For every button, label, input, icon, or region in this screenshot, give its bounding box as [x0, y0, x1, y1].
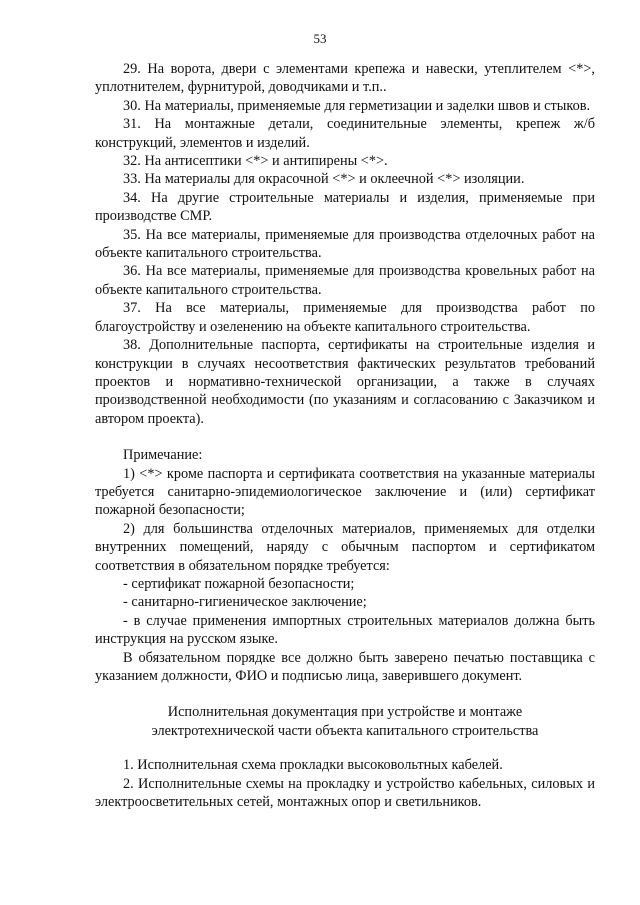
- document-body: [95, 60, 595, 811]
- note-final: В обязательном порядке все должно быть заверено печатью поставщика с указанием должности, ФИО и подписью лица, заверившего документ.: [95, 649, 595, 684]
- list-item-29: 29. На ворота, двери с элементами крепежа и навески, утеплителем <*>, уплотнителем, фурнитурой, доводчиками и т.п..: [95, 61, 595, 96]
- list-item-37: 37. На все материалы, применяемые для производства работ по благоустройству и озеленению на объекте капитального строительства.: [95, 300, 595, 335]
- page-number: 53: [313, 31, 327, 46]
- list-item-30: 30. На материалы, применяемые для герметизации и заделки швов и стыков.: [123, 97, 591, 114]
- list-item-31: 31. На монтажные детали, соединительные элементы, крепеж ж/б конструкций, элементов и изделий.: [95, 116, 595, 151]
- note-dash-3: - в случае применения импортных строительных материалов должна быть инструкция на русском языке.: [95, 612, 595, 648]
- list-item-34: 34. На другие строительные материалы и изделия, применяемые при производстве СМР.: [95, 189, 595, 225]
- list-item-32: 32. На антисептики <*> и антипирены <*>.: [123, 153, 388, 170]
- section-item-1: 1. Исполнительная схема прокладки высоковольтных кабелей.: [123, 757, 503, 774]
- note-point-2: 2) для большинства отделочных материалов, применяемых для отделки внутренних помещений, наряду с обычным паспортом и сертификатом соответствия в обязательном порядке требуется:: [95, 520, 595, 574]
- note-title: Примечание:: [123, 447, 203, 464]
- list-item-33: 33. На материалы для окрасочной <*> и оклеечной <*> изоляции.: [123, 171, 525, 188]
- section-list: [95, 756, 595, 811]
- note-point-1: 1) <*> кроме паспорта и сертификата соответствия на указанные материалы требуется санитарно-эпидемиологическое заключение и (или) сертификат пожарной безопасности;: [95, 465, 595, 519]
- note-dash-2: - санитарно-гигиеническое заключение;: [123, 594, 367, 611]
- list-item-36: 36. На все материалы, применяемые для производства кровельных работ на объекте капитального строительства.: [95, 263, 595, 298]
- section-heading-line-1: Исполнительная документация при устройстве и монтаже: [167, 704, 523, 721]
- note-dash-1: - сертификат пожарной безопасности;: [123, 575, 355, 592]
- section-heading-line-2: электротехнической части объекта капитального строительства: [151, 722, 539, 739]
- section-heading: [95, 703, 595, 740]
- note-block: [95, 446, 595, 685]
- section-item-2: 2. Исполнительные схемы на прокладку и устройство кабельных, силовых и электроосветительных сетей, монтажных опор и светильников.: [95, 775, 595, 811]
- list-item-38: 38. Дополнительные паспорта, сертификаты на строительные изделия и конструкции в случаях несоответствия фактических результатов требований проектов и нормативно-технической организации, а также в случаях производственной необходимости (по указаниям и согласованию с Заказчиком и автором проекта).: [95, 337, 595, 427]
- list-item-35: 35. На все материалы, применяемые для производства отделочных работ на объекте капитального строительства.: [95, 226, 595, 262]
